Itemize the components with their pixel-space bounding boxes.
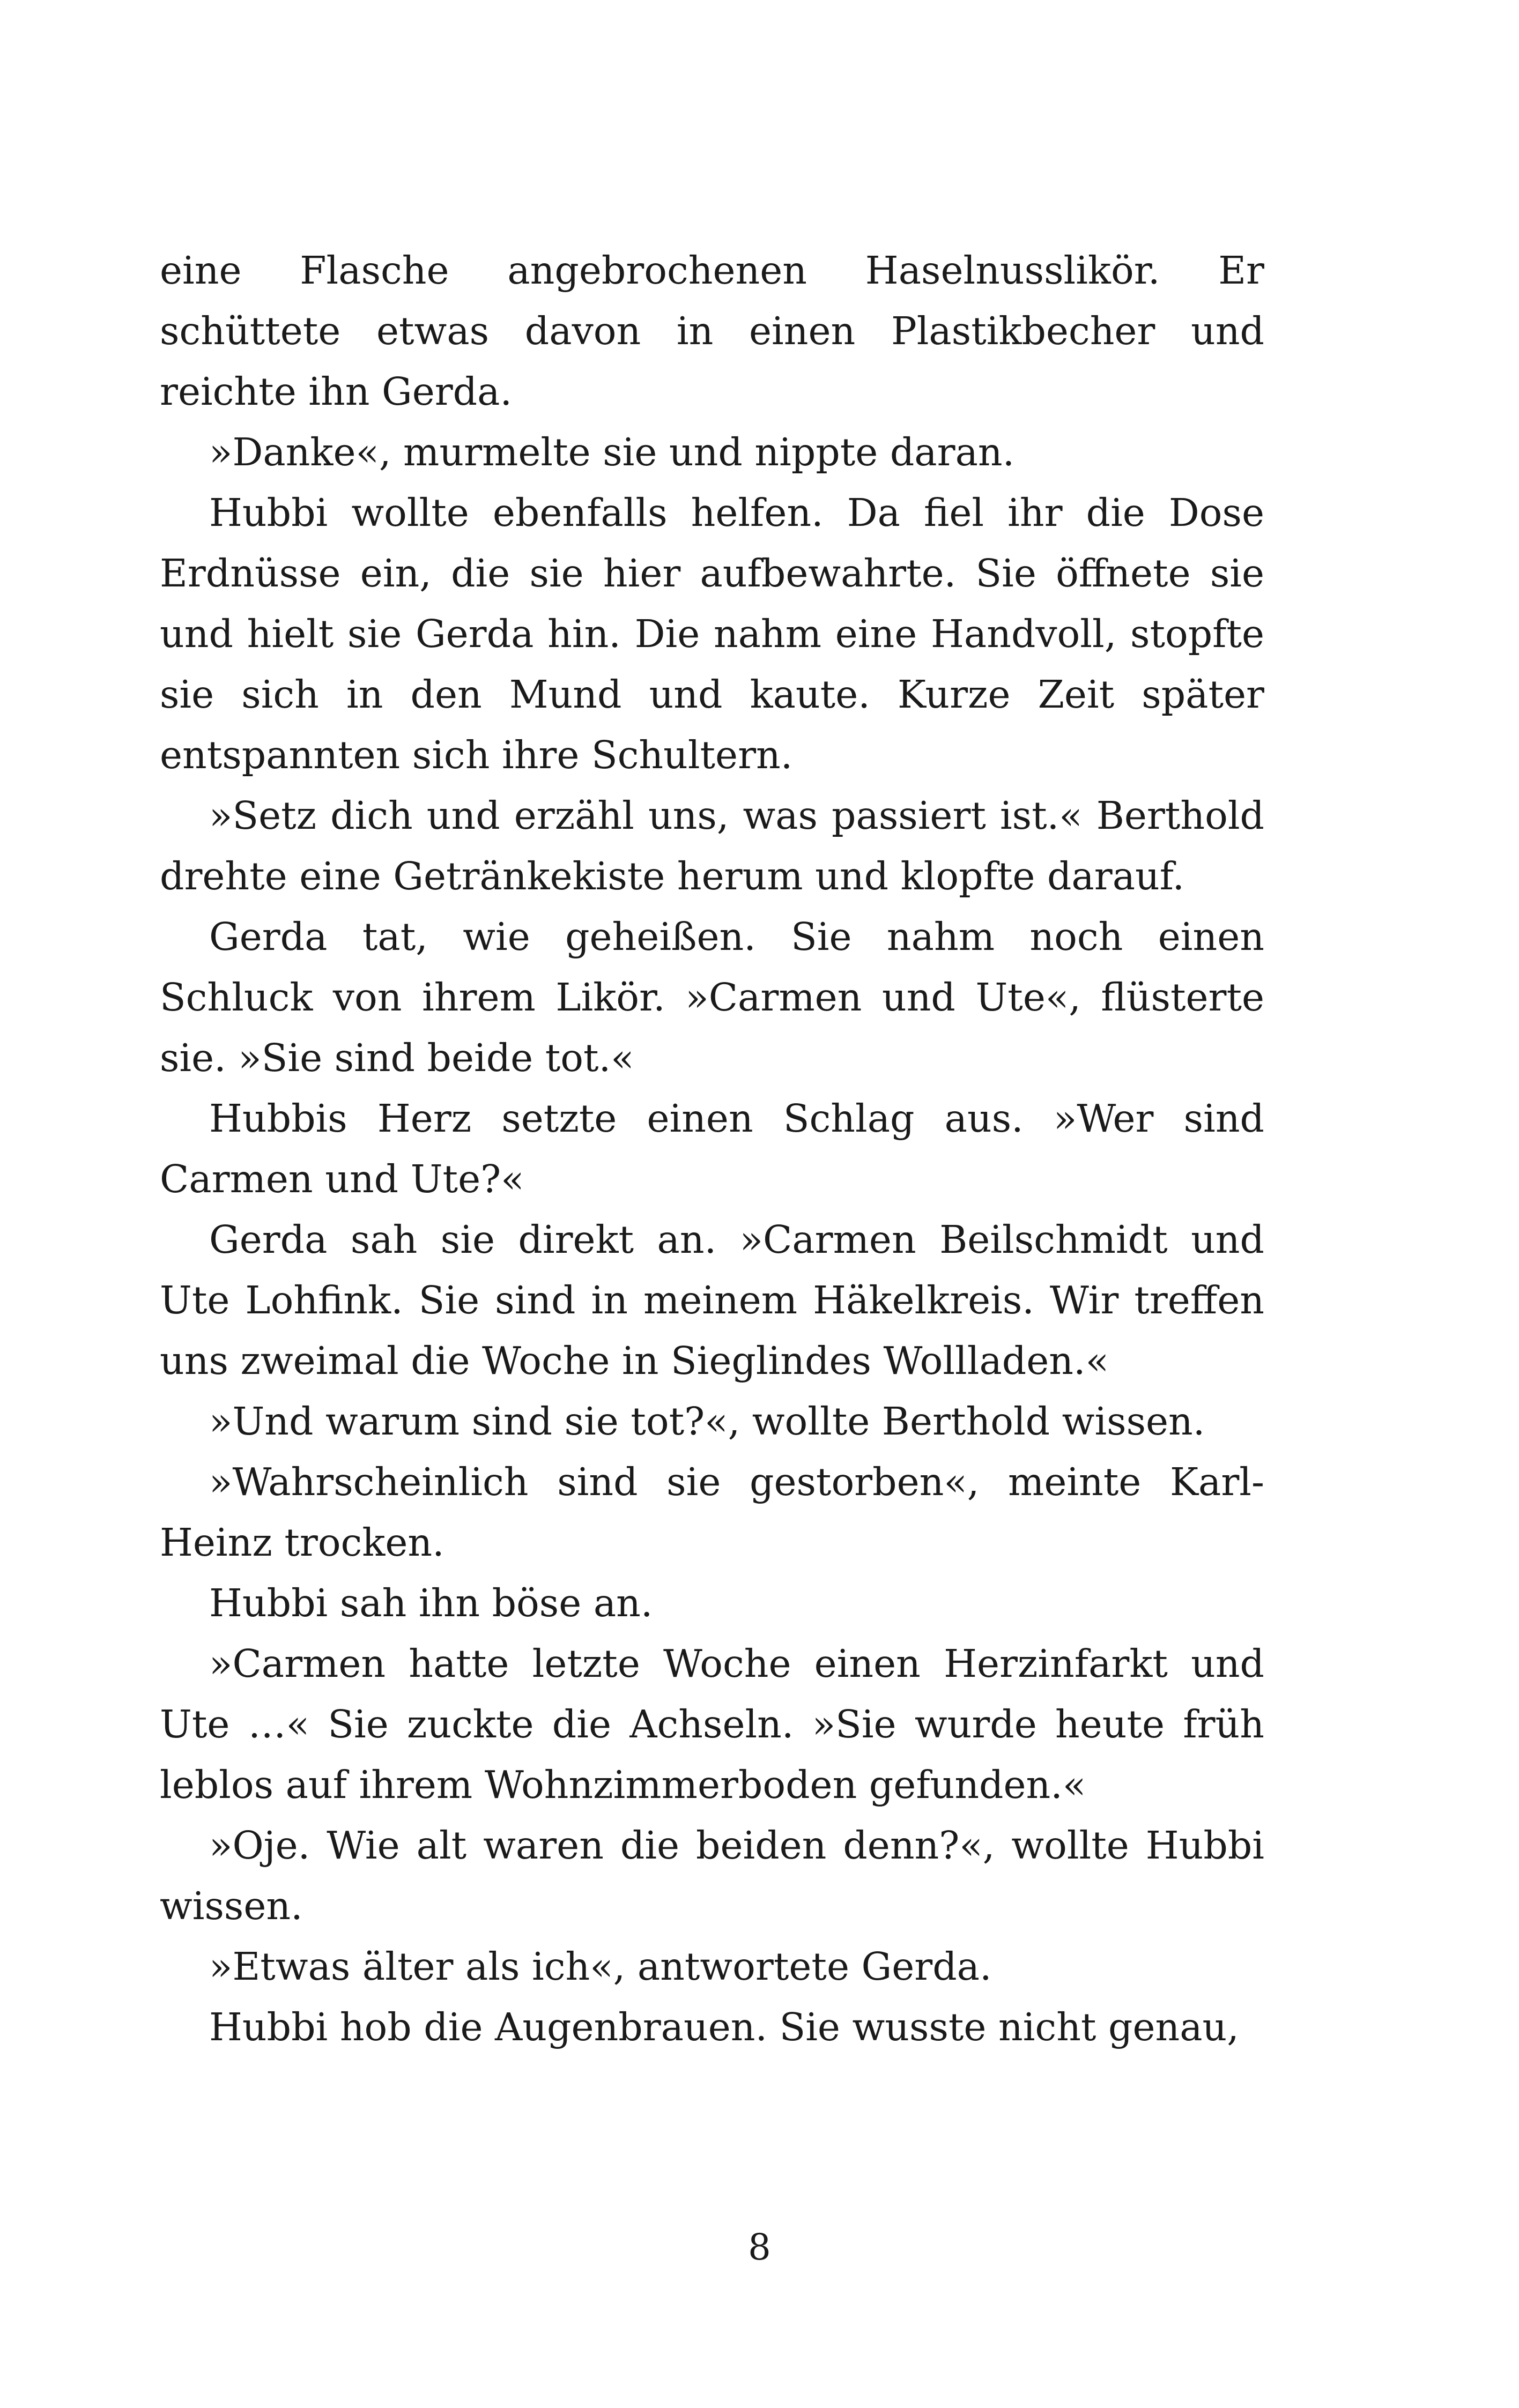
paragraph: Gerda tat, wie geheißen. Sie nahm noch einen Schluck von ihrem Likör. »Carmen und Ute«, flüsterte sie. »Sie sind beide tot.« [160, 915, 1264, 1080]
paragraph: »Danke«, murmelte sie und nippte daran. [209, 430, 1015, 474]
paragraph: Hubbis Herz setzte einen Schlag aus. »Wer sind Carmen und Ute?« [160, 1096, 1264, 1201]
paragraph: »Setz dich und erzähl uns, was passiert ist.« Berthold drehte eine Getränkekiste herum und klopfte darauf. [160, 793, 1264, 898]
paragraph: eine Flasche angebrochenen Haselnusslikör. Er schüttete etwas davon in einen Plastikbecher und reichte ihn Gerda. [160, 248, 1264, 414]
paragraph: »Und warum sind sie tot?«, wollte Berthold wissen. [209, 1399, 1205, 1444]
paragraph: Hubbi hob die Augenbrauen. Sie wusste nicht genau, [209, 2005, 1239, 2049]
paragraph: Hubbi wollte ebenfalls helfen. Da fiel ihr die Dose Erdnüsse ein, die sie hier aufbewahrte. Sie öffnete sie und hielt sie Gerda hin. Die nahm eine Handvoll, stopfte sie sich in den Mund und kaute. Kurze Zeit später entspannten sich ihre Schultern. [160, 490, 1264, 777]
page-number: 8 [748, 2226, 771, 2268]
paragraph: Gerda sah sie direkt an. »Carmen Beilschmidt und Ute Lohfink. Sie sind in meinem Häkelkreis. Wir treffen uns zweimal die Woche in Sieglindes Wollladen.« [160, 1217, 1264, 1383]
paragraph: »Oje. Wie alt waren die beiden denn?«, wollte Hubbi wissen. [160, 1823, 1264, 1928]
paragraph: »Etwas älter als ich«, antwortete Gerda. [209, 1944, 992, 1989]
paragraph: »Carmen hatte letzte Woche einen Herzinfarkt und Ute …« Sie zuckte die Achseln. »Sie wurde heute früh leblos auf ihrem Wohnzimmerboden gefunden.« [160, 1641, 1264, 1807]
paragraph: »Wahrscheinlich sind sie gestorben«, meinte Karl-Heinz trocken. [160, 1460, 1264, 1565]
body-text [160, 240, 1264, 2057]
paragraph: Hubbi sah ihn böse an. [209, 1581, 653, 1625]
